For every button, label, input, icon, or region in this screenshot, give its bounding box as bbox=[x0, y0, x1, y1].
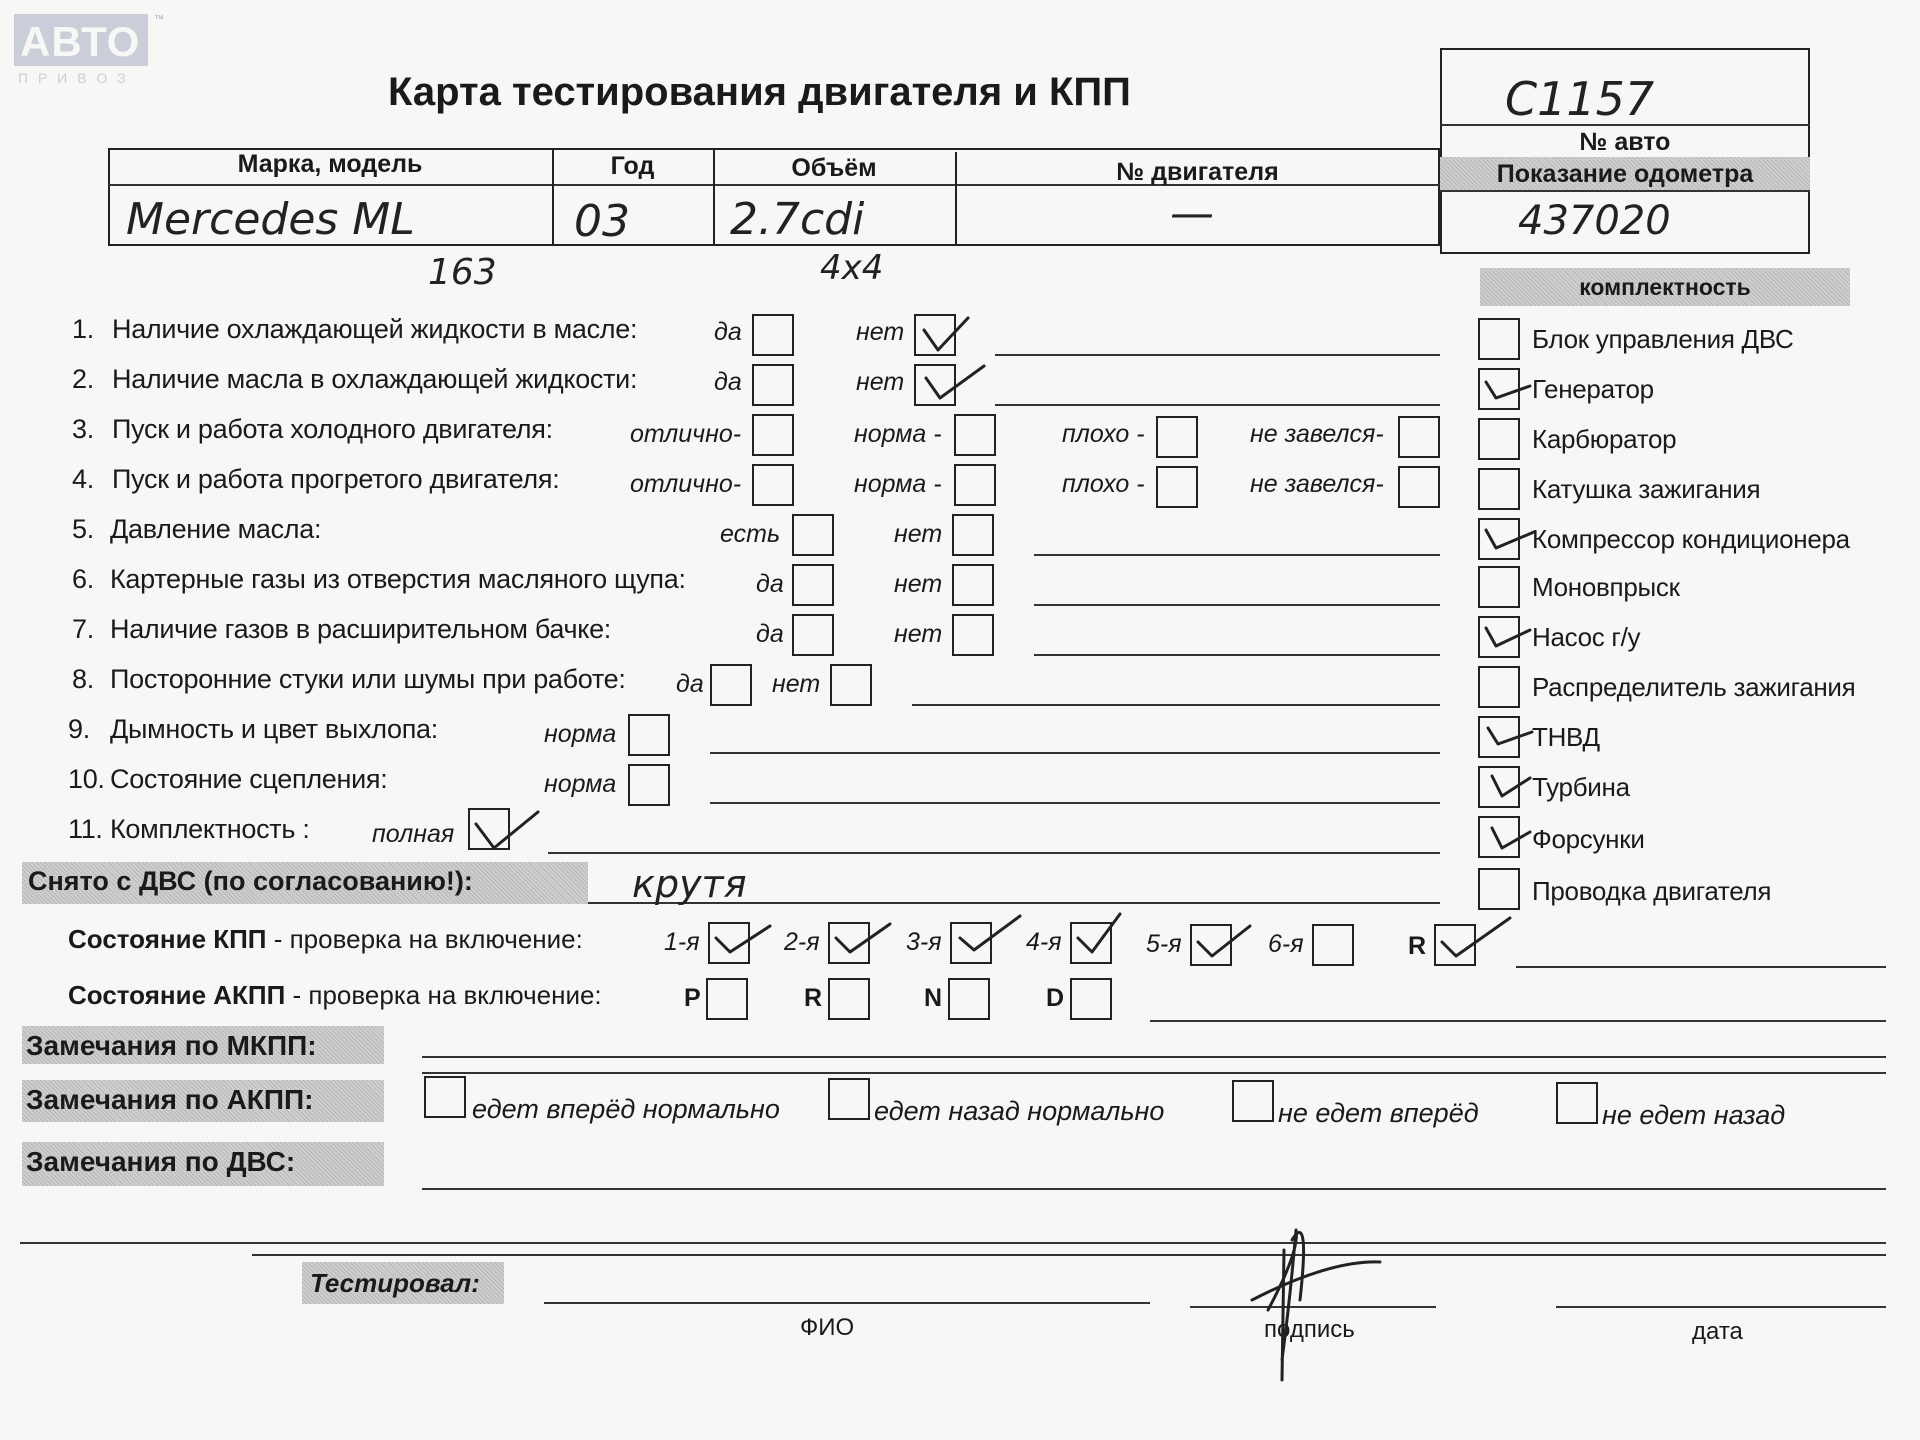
fio-label: ФИО bbox=[800, 1314, 855, 1341]
completeness-item: Карбюратор bbox=[1532, 424, 1677, 454]
option-label: норма - bbox=[854, 470, 942, 498]
question-number: 1. bbox=[72, 314, 94, 344]
akpp-label: Состояние АКПП - проверка на включение: bbox=[68, 980, 602, 1010]
question-text: Картерные газы из отверстия масляного щупа: bbox=[110, 564, 686, 594]
col-year: Год bbox=[610, 152, 655, 180]
gear-label: P bbox=[684, 984, 701, 1012]
col-odometer: Показание одометра bbox=[1496, 160, 1754, 188]
question-number: 4. bbox=[72, 464, 94, 494]
gear-label: 3-я bbox=[906, 928, 942, 956]
note-163: 163 bbox=[428, 252, 497, 293]
gear-label: 1-я bbox=[664, 928, 700, 956]
completeness-item: Блок управления ДВС bbox=[1532, 324, 1794, 354]
remarks-akpp-label: Замечания по АКПП: bbox=[26, 1084, 314, 1115]
completeness-item: Распределитель зажигания bbox=[1532, 672, 1856, 702]
option-label: нет bbox=[772, 670, 821, 698]
sign-label: подпись bbox=[1264, 1316, 1355, 1343]
remarks-mkpp-label: Замечания по МКПП: bbox=[26, 1030, 317, 1061]
gear-label: N bbox=[924, 984, 943, 1012]
note-4x4: 4x4 bbox=[820, 248, 884, 288]
option-label: отлично- bbox=[630, 470, 742, 498]
value-brand: Mercedes ML bbox=[126, 194, 415, 245]
question-text: Дымность и цвет выхлопа: bbox=[110, 714, 438, 744]
option-label: не завелся- bbox=[1250, 420, 1384, 448]
col-engine-no: № двигателя bbox=[1116, 158, 1279, 186]
akpp-option: не едет назад bbox=[1602, 1100, 1786, 1130]
option-label: нет bbox=[894, 520, 943, 548]
question-text: Комплектность : bbox=[110, 814, 310, 844]
removed-label: Снято с ДВС (по согласованию!): bbox=[28, 866, 473, 896]
logo-main: АВТО bbox=[20, 18, 141, 65]
removed-value: крутя bbox=[632, 862, 747, 906]
completeness-item: Катушка зажигания bbox=[1532, 474, 1761, 504]
completeness-item: Генератор bbox=[1532, 374, 1654, 404]
option-label: да bbox=[676, 670, 704, 698]
gear-label: R bbox=[804, 984, 823, 1012]
car-number-value: С1157 bbox=[1505, 72, 1655, 126]
gear-label: R bbox=[1408, 932, 1427, 960]
completeness-item: Компрессор кондиционера bbox=[1532, 524, 1850, 554]
akpp-option: едет вперёд нормально bbox=[472, 1094, 780, 1124]
date-label: дата bbox=[1692, 1318, 1743, 1345]
question-text: Наличие масла в охлаждающей жидкости: bbox=[112, 364, 638, 394]
question-text: Посторонние стуки или шумы при работе: bbox=[110, 664, 626, 694]
option-label: отлично- bbox=[630, 420, 742, 448]
completeness-item: Насос г/у bbox=[1532, 622, 1641, 652]
gear-label: 2-я bbox=[784, 928, 820, 956]
kpp-label: Состояние КПП - проверка на включение: bbox=[68, 924, 583, 954]
tested-by-label: Тестировал: bbox=[310, 1268, 480, 1298]
value-volume: 2.7cdi bbox=[730, 194, 865, 245]
option-label: норма bbox=[544, 720, 617, 748]
question-text: Пуск и работа прогретого двигателя: bbox=[112, 464, 560, 494]
option-label: да bbox=[756, 620, 784, 648]
question-number: 10. bbox=[68, 764, 105, 794]
option-label: норма - bbox=[854, 420, 942, 448]
gear-label: 4-я bbox=[1026, 928, 1062, 956]
value-engine-no: — bbox=[1170, 188, 1214, 239]
completeness-item: ТНВД bbox=[1532, 722, 1600, 752]
gear-label: 5-я bbox=[1146, 930, 1182, 958]
question-number: 7. bbox=[72, 614, 94, 644]
question-text: Пуск и работа холодного двигателя: bbox=[112, 414, 553, 444]
col-volume: Объём bbox=[791, 154, 877, 182]
page-title: Карта тестирования двигателя и КПП bbox=[388, 70, 1131, 114]
option-label: есть bbox=[720, 520, 781, 548]
completeness-item: Проводка двигателя bbox=[1532, 876, 1772, 906]
option-label: да bbox=[714, 318, 742, 346]
question-number: 3. bbox=[72, 414, 94, 444]
question-number: 8. bbox=[72, 664, 94, 694]
completeness-item: Турбина bbox=[1532, 772, 1630, 802]
option-label: норма bbox=[544, 770, 617, 798]
option-label: нет bbox=[856, 368, 905, 396]
option-label: нет bbox=[894, 570, 943, 598]
remarks-dvs-label: Замечания по ДВС: bbox=[26, 1146, 296, 1177]
option-label: полная bbox=[372, 820, 455, 848]
completeness-header: комплектность bbox=[1579, 274, 1751, 300]
gear-label: 6-я bbox=[1268, 930, 1304, 958]
question-number: 2. bbox=[72, 364, 94, 394]
akpp-option: не едет вперёд bbox=[1278, 1098, 1479, 1128]
option-label: да bbox=[714, 368, 742, 396]
akpp-option: едет назад нормально bbox=[874, 1096, 1165, 1126]
option-label: да bbox=[756, 570, 784, 598]
question-number: 9. bbox=[68, 714, 90, 744]
question-text: Наличие газов в расширительном бачке: bbox=[110, 614, 612, 644]
question-number: 5. bbox=[72, 514, 94, 544]
question-text: Наличие охлаждающей жидкости в масле: bbox=[112, 314, 638, 344]
logo-sub: П Р И В О З bbox=[18, 70, 129, 86]
completeness-item: Моновпрыск bbox=[1532, 572, 1680, 602]
car-number-label: № авто bbox=[1579, 128, 1671, 156]
gear-label: D bbox=[1046, 984, 1065, 1012]
option-label: плохо - bbox=[1062, 470, 1145, 498]
col-brand: Марка, модель bbox=[237, 150, 423, 178]
question-number: 6. bbox=[72, 564, 94, 594]
option-label: нет bbox=[894, 620, 943, 648]
value-odometer: 437020 bbox=[1518, 198, 1671, 244]
completeness-item: Форсунки bbox=[1532, 824, 1645, 854]
logo-tm: ™ bbox=[154, 14, 164, 25]
value-year: 03 bbox=[574, 196, 630, 247]
question-text: Состояние сцепления: bbox=[110, 764, 388, 794]
question-text: Давление масла: bbox=[110, 514, 322, 544]
question-number: 11. bbox=[68, 814, 103, 844]
option-label: не завелся- bbox=[1250, 470, 1384, 498]
option-label: плохо - bbox=[1062, 420, 1145, 448]
option-label: нет bbox=[856, 318, 905, 346]
